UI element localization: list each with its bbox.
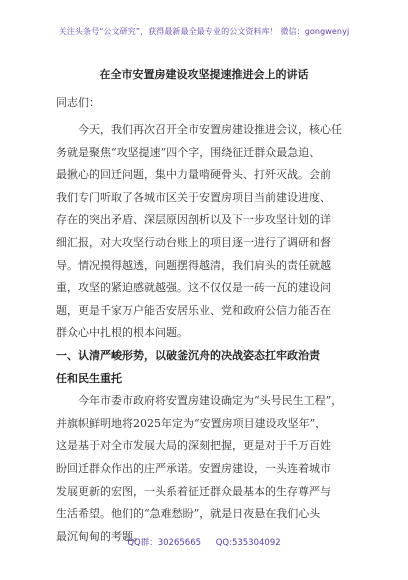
text-line: 务就是聚焦“攻坚提速”四个字，围绕征迁群众最急迫、 — [56, 145, 321, 159]
header-promo: 关注头条号“公文研究”，获得最新最全最专业的公文资料库！ 微信：gongwenyj — [58, 27, 350, 36]
text-line: 群众心中扎根的根本问题。 — [56, 326, 188, 340]
paragraph-1 — [56, 119, 354, 345]
text-line: 存在的突出矛盾、深层原因剖析以及下一步攻坚计划的详 — [56, 213, 331, 227]
footer-qq: QQ:535304092 — [215, 538, 281, 548]
text-line: 一、认清严峻形势，以破釜沉舟的决战姿态扛牢政治责 — [56, 348, 320, 362]
text-line: 这是基于对全市发展大局的深刻把握，更是对于千万百姓 — [56, 439, 331, 453]
section-heading-1 — [56, 345, 354, 390]
document-title: 在全市安置房建设攻坚提速推进会上的讲话 — [99, 68, 309, 81]
text-line: 导。情况摸得越透，问题摆得越清，我们肩头的责任就越 — [56, 258, 331, 272]
text-line: 生活希望。他们的“急难愁盼”，就是日夜悬在我们心头 — [56, 507, 321, 521]
text-line: 题，更是千家万户能否安居乐业、党和政府公信力能否在 — [56, 303, 331, 317]
text-line: 我们专门听取了各城市区关于安置房项目当前建设进度、 — [56, 190, 331, 204]
text-line: 并旗帜鲜明地将2025年定为“安置房项目建设攻坚年”， — [56, 416, 327, 430]
paragraph-2 — [56, 390, 354, 548]
text-line: 最揪心的回迁问题，集中力量啃硬骨头、打歼灭战。会前 — [56, 168, 331, 182]
text-line: 盼回迁群众作出的庄严承诺。安置房建设，一头连着城市 — [56, 461, 331, 475]
text-line: 细汇报，对大攻坚行动台账上的项目逐一进行了调研和督 — [56, 235, 331, 249]
text-line: 今天，我们再次召开全市安置房建设推进会议，核心任 — [78, 123, 342, 136]
text-line: 任和民生重托 — [56, 371, 122, 385]
text-line: 发展更新的宏图，一头系着征迁群众最基本的生存尊严与 — [56, 484, 331, 498]
text-line: 今年市委市政府将安置房建设确定为“头号民生工程”， — [78, 394, 343, 408]
text-line: 最沉甸甸的考题。 — [56, 529, 144, 543]
document-body — [56, 119, 354, 548]
text-line: 重，攻坚的紧迫感就越强。这不仅仅是一砖一瓦的建设问 — [56, 281, 331, 295]
footer-qq-group: QQ群：30265665 — [127, 538, 202, 548]
salutation: 同志们： — [56, 96, 100, 109]
footer-contact — [0, 536, 408, 548]
